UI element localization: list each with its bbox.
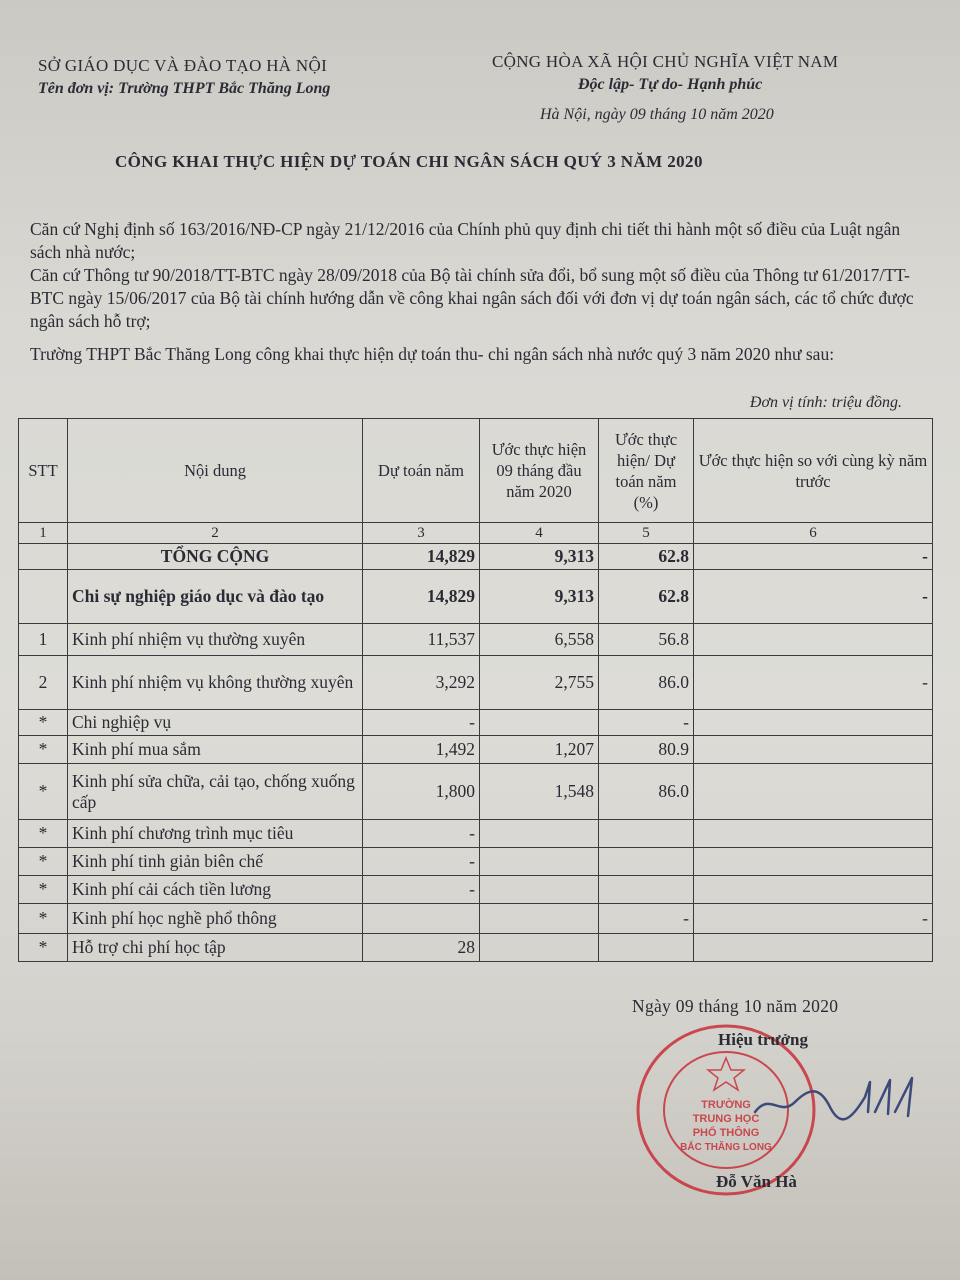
row-content: Hỗ trợ chi phí học tập xyxy=(68,934,363,962)
row-content: Chi sự nghiệp giáo dục và đào tạo xyxy=(68,570,363,624)
row-percent: 86.0 xyxy=(599,764,694,820)
table-header-row xyxy=(19,419,933,523)
header-content: Nội dung xyxy=(68,419,363,523)
row-compare xyxy=(694,624,933,656)
row-content: Kinh phí chương trình mục tiêu xyxy=(68,820,363,848)
table-row xyxy=(19,820,933,848)
row-ytd: 2,755 xyxy=(480,656,599,710)
svg-text:PHỔ THÔNG: PHỔ THÔNG xyxy=(692,1127,760,1139)
row-ytd: 1,207 xyxy=(480,736,599,764)
table-row xyxy=(19,904,933,934)
col-number: 4 xyxy=(480,523,599,544)
row-estimate xyxy=(363,904,480,934)
svg-text:TRƯỜNG: TRƯỜNG xyxy=(701,1099,751,1111)
header-ytd: Ước thực hiện 09 tháng đầu năm 2020 xyxy=(480,419,599,523)
budget-table xyxy=(18,418,933,962)
row-percent xyxy=(599,934,694,962)
row-content: Kinh phí nhiệm vụ không thường xuyên xyxy=(68,656,363,710)
row-content: Kinh phí học nghề phổ thông xyxy=(68,904,363,934)
col-number: 2 xyxy=(68,523,363,544)
col-number: 6 xyxy=(694,523,933,544)
row-ytd xyxy=(480,848,599,876)
row-ytd xyxy=(480,710,599,736)
column-number-row xyxy=(19,523,933,544)
row-content: Kinh phí sửa chữa, cải tạo, chống xuống cấp xyxy=(68,764,363,820)
row-percent: - xyxy=(599,904,694,934)
row-stt: * xyxy=(19,876,68,904)
signer-name: Đỗ Văn Hà xyxy=(716,1172,797,1191)
row-estimate: 14,829 xyxy=(363,544,480,570)
table-row xyxy=(19,934,933,962)
col-number: 3 xyxy=(363,523,480,544)
row-content: Kinh phí nhiệm vụ thường xuyên xyxy=(68,624,363,656)
row-estimate: 28 xyxy=(363,934,480,962)
header-percent: Ước thực hiện/ Dự toán năm (%) xyxy=(599,419,694,523)
row-content: TỔNG CỘNG xyxy=(68,544,363,570)
document-date: Hà Nội, ngày 09 tháng 10 năm 2020 xyxy=(540,106,774,123)
document-title: CÔNG KHAI THỰC HIỆN DỰ TOÁN CHI NGÂN SÁCH QUÝ 3 NĂM 2020 xyxy=(115,152,703,171)
legal-basis-paragraph-1: Căn cứ Nghị định số 163/2016/NĐ-CP ngày 21/12/2016 của Chính phủ quy định chi tiết thi hành một số điều của Luật ngân sách nhà nước; xyxy=(30,219,901,262)
header-estimate: Dự toán năm xyxy=(363,419,480,523)
row-stt: 2 xyxy=(19,656,68,710)
row-compare xyxy=(694,710,933,736)
row-compare xyxy=(694,848,933,876)
agency-name: SỞ GIÁO DỤC VÀ ĐÀO TẠO HÀ NỘI xyxy=(38,56,328,75)
signature-date: Ngày 09 tháng 10 năm 2020 xyxy=(632,996,839,1016)
row-stt: * xyxy=(19,820,68,848)
table-row xyxy=(19,570,933,624)
row-stt: * xyxy=(19,764,68,820)
handwritten-signature xyxy=(750,1072,920,1132)
row-ytd: 1,548 xyxy=(480,764,599,820)
row-stt: * xyxy=(19,848,68,876)
row-stt xyxy=(19,544,68,570)
row-compare xyxy=(694,876,933,904)
table-row xyxy=(19,736,933,764)
row-compare: - xyxy=(694,656,933,710)
table-row xyxy=(19,544,933,570)
row-estimate: - xyxy=(363,876,480,904)
intro-paragraph: Trường THPT Bắc Thăng Long công khai thực hiện dự toán thu- chi ngân sách nhà nước quý 3 năm 2020 như sau: xyxy=(30,344,835,364)
row-percent: - xyxy=(599,710,694,736)
row-compare xyxy=(694,764,933,820)
table-row xyxy=(19,656,933,710)
header-stt: STT xyxy=(19,419,68,523)
row-percent xyxy=(599,820,694,848)
col-number: 5 xyxy=(599,523,694,544)
row-stt: * xyxy=(19,736,68,764)
row-estimate: - xyxy=(363,848,480,876)
table-row xyxy=(19,710,933,736)
table-row xyxy=(19,764,933,820)
row-estimate: - xyxy=(363,820,480,848)
row-compare: - xyxy=(694,544,933,570)
row-stt: 1 xyxy=(19,624,68,656)
row-ytd xyxy=(480,904,599,934)
table-row xyxy=(19,876,933,904)
row-compare xyxy=(694,820,933,848)
row-content: Kinh phí tinh giản biên chế xyxy=(68,848,363,876)
legal-basis-paragraph-2: Căn cứ Thông tư 90/2018/TT-BTC ngày 28/09/2018 của Bộ tài chính sửa đổi, bổ sung một số điều của Thông tư 61/2017/TT-BTC ngày 15/06/2017 của Bộ tài chính hướng dẫn về công khai ngân sách đối với đơn vị dự toán ngân sách, các tổ chức được ngân sách hỗ trợ; xyxy=(30,265,914,331)
row-estimate: 1,492 xyxy=(363,736,480,764)
row-ytd: 6,558 xyxy=(480,624,599,656)
row-compare: - xyxy=(694,904,933,934)
unit-name: Tên đơn vị: Trường THPT Bắc Thăng Long xyxy=(38,80,331,97)
table-row xyxy=(19,848,933,876)
table-row xyxy=(19,624,933,656)
row-ytd xyxy=(480,934,599,962)
row-estimate: 14,829 xyxy=(363,570,480,624)
row-percent: 80.9 xyxy=(599,736,694,764)
svg-text:BẮC THĂNG LONG: BẮC THĂNG LONG xyxy=(680,1142,772,1153)
row-content: Kinh phí mua sắm xyxy=(68,736,363,764)
row-percent: 62.8 xyxy=(599,544,694,570)
row-content: Kinh phí cải cách tiền lương xyxy=(68,876,363,904)
row-estimate: 1,800 xyxy=(363,764,480,820)
row-estimate: 11,537 xyxy=(363,624,480,656)
row-content: Chi nghiệp vụ xyxy=(68,710,363,736)
row-stt: * xyxy=(19,710,68,736)
svg-text:TRUNG HỌC: TRUNG HỌC xyxy=(692,1113,760,1125)
unit-note: Đơn vị tính: triệu đồng. xyxy=(749,394,902,411)
row-ytd xyxy=(480,820,599,848)
row-ytd xyxy=(480,876,599,904)
row-ytd: 9,313 xyxy=(480,570,599,624)
national-motto: Độc lập- Tự do- Hạnh phúc xyxy=(578,76,763,93)
row-stt: * xyxy=(19,934,68,962)
row-estimate: - xyxy=(363,710,480,736)
row-compare: - xyxy=(694,570,933,624)
row-compare xyxy=(694,934,933,962)
row-percent xyxy=(599,848,694,876)
signer-role: Hiệu trưởng xyxy=(718,1030,808,1049)
row-ytd: 9,313 xyxy=(480,544,599,570)
row-percent: 62.8 xyxy=(599,570,694,624)
national-title: CỘNG HÒA XÃ HỘI CHỦ NGHĨA VIỆT NAM xyxy=(492,52,839,71)
row-stt: * xyxy=(19,904,68,934)
header-compare: Ước thực hiện so với cùng kỳ năm trước xyxy=(694,419,933,523)
row-percent xyxy=(599,876,694,904)
row-stt xyxy=(19,570,68,624)
row-percent: 56.8 xyxy=(599,624,694,656)
row-percent: 86.0 xyxy=(599,656,694,710)
row-estimate: 3,292 xyxy=(363,656,480,710)
col-number: 1 xyxy=(19,523,68,544)
row-compare xyxy=(694,736,933,764)
